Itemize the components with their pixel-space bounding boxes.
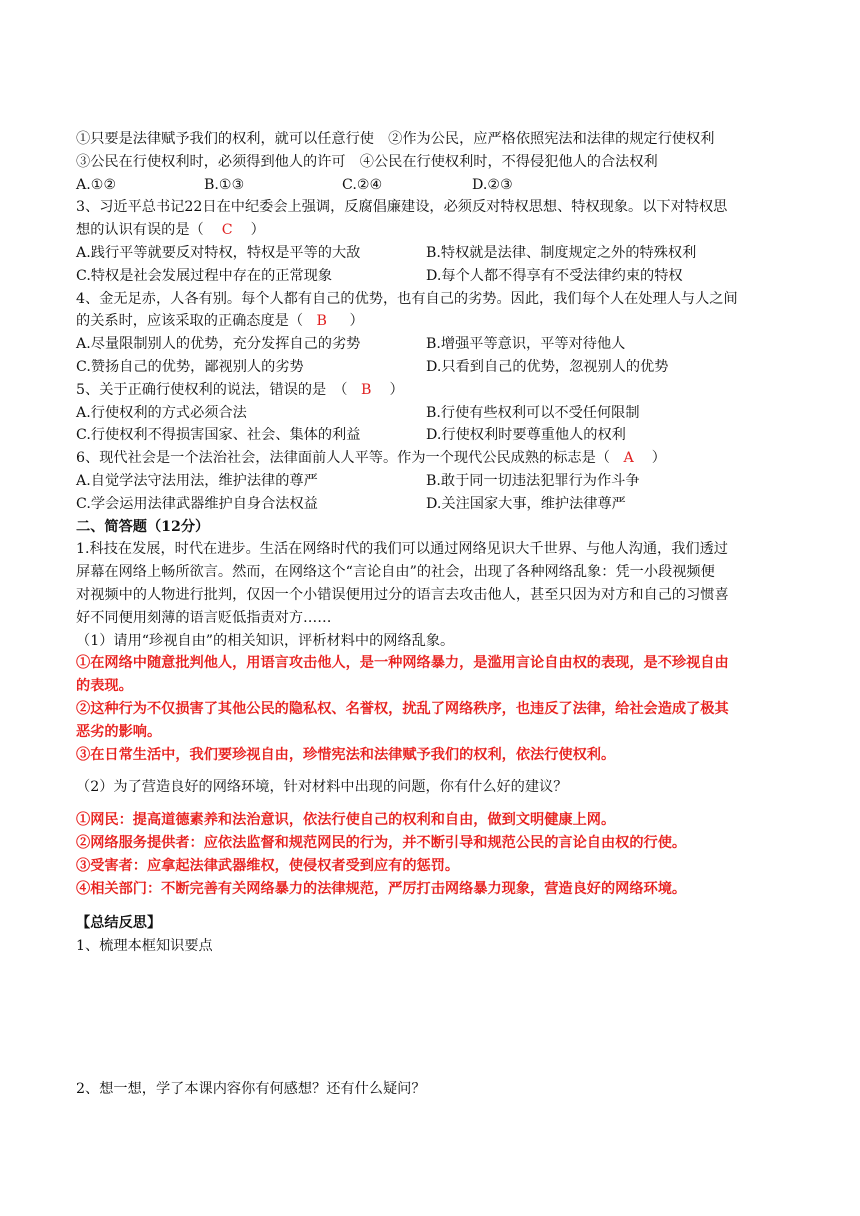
q3-stem-line-2: 想的认识有误的是（ C ） <box>76 222 265 239</box>
q3-option-d: D.每个人都不得享有不受法律约束的特权 <box>426 267 683 284</box>
q2-statements-line-2: ③公民在行使权利时，必须得到他人的许可 ④公民在行使权利时，不得侵犯他人的合法权利 <box>76 153 658 170</box>
q4-option-d: D.只看到自己的优势，忽视别人的优势 <box>426 358 669 375</box>
answer-1-line-5: ③在日常生活中，我们要珍视自由，珍惜宪法和法律赋予我们的权利，依法行使权利。 <box>76 746 616 763</box>
section-2-heading: 二、简答题（12分） <box>76 518 210 535</box>
sub-question-2: （2）为了营造良好的网络环境，针对材料中出现的问题，你有什么好的建议？ <box>76 779 568 796</box>
q6-options-row-2 <box>76 493 796 516</box>
q6-stem: 6、现代社会是一个法治社会，法律面前人人平等。作为一个现代公民成熟的标志是（ A ） <box>76 450 666 467</box>
q2-choices <box>76 174 796 197</box>
q5-options-row-1 <box>76 402 796 425</box>
q5-answer: B <box>361 381 372 398</box>
q2-choice-a: A.①② <box>76 176 117 193</box>
q3-option-b: B.特权就是法律、制度规定之外的特殊权利 <box>426 244 697 261</box>
q5-options-row-2 <box>76 424 796 447</box>
answer-2-line-3: ③受害者：应拿起法律武器维权，使侵权者受到应有的惩罚。 <box>76 857 460 874</box>
material-line-4: 好不同便用刻薄的语言贬低指责对方…… <box>76 609 332 626</box>
q6-option-b: B.敢于同一切违法犯罪行为作斗争 <box>426 472 640 489</box>
material-line-2: 屏幕在网络上畅所欲言。然而，在网络这个“言论自由”的社会，出现了各种网络乱象：凭一小段视频便 <box>76 564 715 581</box>
worksheet-page <box>76 128 796 1101</box>
answer-2-line-4: ④相关部门：不断完善有关网络暴力的法律规范，严厉打击网络暴力现象，营造良好的网络环境。 <box>76 880 687 897</box>
q4-option-c: C.赞扬自己的优势，鄙视别人的劣势 <box>76 358 304 375</box>
answer-1-line-3: ②这种行为不仅损害了其他公民的隐私权、名誉权，扰乱了网络秩序，也违反了法律，给社会造成了极其 <box>76 700 729 717</box>
q4-option-a: A.尽量限制别人的优势，充分发挥自己的劣势 <box>76 336 361 353</box>
sub-question-1: （1）请用“珍视自由”的相关知识，评析材料中的网络乱象。 <box>76 632 455 649</box>
summary-item-2: 2、想一想，学了本课内容你有何感想？还有什么疑问？ <box>76 1080 426 1097</box>
material-line-1: 1.科技在发展，时代在进步。生活在网络时代的我们可以通过网络见识大千世界、与他人沟通，我们透过 <box>76 541 728 558</box>
summary-heading: 【总结反思】 <box>76 915 162 932</box>
q6-answer: A <box>623 450 634 467</box>
q3-answer: C <box>221 222 233 239</box>
q2-choice-b: B.①③ <box>204 176 245 193</box>
q4-answer: B <box>316 313 327 330</box>
answer-2-line-1: ①网民：提高道德素养和法治意识，依法行使自己的权利和自由，做到文明健康上网。 <box>76 812 616 829</box>
q5-option-d: D.行使权利时要尊重他人的权利 <box>426 427 626 444</box>
q4-stem-line-1: 4、金无足赤，人各有别。每个人都有自己的优势，也有自己的劣势。因此，我们每个人在处理人与人之间 <box>76 290 738 307</box>
q2-choice-c: C.②④ <box>342 176 383 193</box>
q6-options-row-1 <box>76 470 796 493</box>
q5-option-a: A.行使权利的方式必须合法 <box>76 404 247 421</box>
answer-1-line-2: 的表现。 <box>76 678 133 695</box>
q3-options-row-2 <box>76 265 796 288</box>
q4-option-b: B.增强平等意识，平等对待他人 <box>426 336 626 353</box>
answer-2-line-2: ②网络服务提供者：应依法监督和规范网民的行为，并不断引导和规范公民的言论自由权的行使。 <box>76 834 687 851</box>
q4-options-row-1 <box>76 333 796 356</box>
q6-option-c: C.学会运用法律武器维护自身合法权益 <box>76 495 318 512</box>
q3-option-c: C.特权是社会发展过程中存在的正常现象 <box>76 267 333 284</box>
q2-choice-d: D.②③ <box>472 176 513 193</box>
q2-statements-line-1: ①只要是法律赋予我们的权利，就可以任意行使 ②作为公民，应严格依照宪法和法律的规定行使权利 <box>76 131 715 147</box>
q6-option-d: D.关注国家大事，维护法律尊严 <box>426 495 626 512</box>
q5-stem: 5、关于正确行使权利的说法，错误的是 （ B ） <box>76 381 404 398</box>
summary-item-1: 1、梳理本框知识要点 <box>76 938 213 955</box>
q5-option-c: C.行使权利不得损害国家、社会、集体的利益 <box>76 427 361 444</box>
q3-options-row-1 <box>76 242 796 265</box>
material-line-3: 对视频中的人物进行批判，仅因一个小错误便用过分的语言去攻击他人，甚至只因为对方和自己的习惯喜 <box>76 586 729 603</box>
q6-option-a: A.自觉学法守法用法，维护法律的尊严 <box>76 472 318 489</box>
q3-stem-line-1: 3、习近平总书记22日在中纪委会上强调，反腐倡廉建设，必须反对特权思想、特权现象。以下对特权思 <box>76 199 728 216</box>
q3-option-a: A.践行平等就要反对特权，特权是平等的大敌 <box>76 244 361 261</box>
q4-stem-line-2: 的关系时，应该采取的正确态度是（ B ） <box>76 313 364 330</box>
answer-1-line-4: 恶劣的影响。 <box>76 723 162 740</box>
q4-options-row-2 <box>76 356 796 379</box>
answer-1-line-1: ①在网络中随意批判他人，用语言攻击他人，是一种网络暴力，是滥用言论自由权的表现，是不珍视自由 <box>76 655 729 672</box>
q5-option-b: B.行使有些权利可以不受任何限制 <box>426 404 640 421</box>
